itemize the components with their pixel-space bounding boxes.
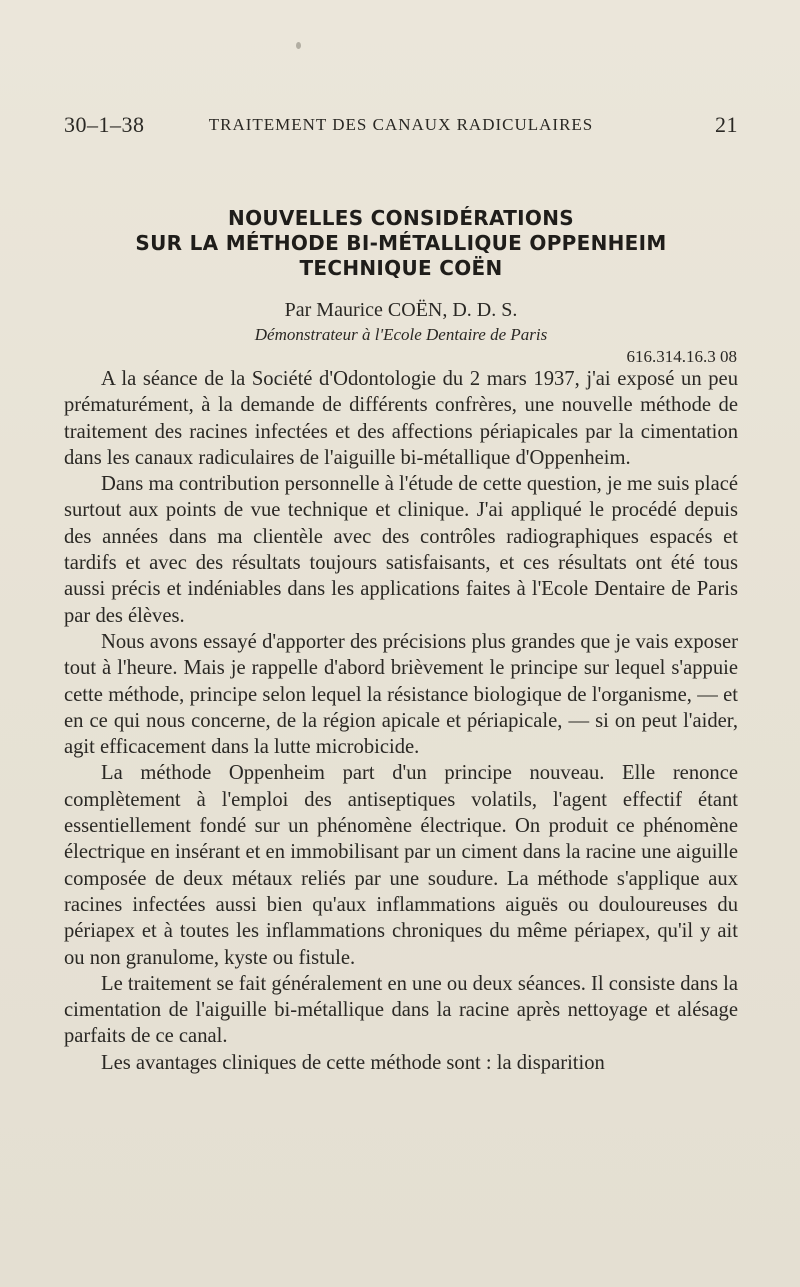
article-body [64, 366, 738, 1076]
issue-date: 30–1–38 [64, 112, 145, 137]
paragraph-2: Dans ma contribution personnelle à l'étude de cette question, je me suis placé surtout aux points de vue technique et clinique. J'ai appliqué le procédé depuis des années dans ma clientèle avec des contrôles radiographiques espacés et tardifs et avec des résultats toujours satisfaisants, et ces résultats ont été tous aussi précis et indéniables dans les applications faites à l'Ecole Dentaire de Paris par des élèves. [64, 473, 738, 627]
article-heading [64, 206, 738, 281]
running-head [64, 112, 738, 136]
classification-number: 616.314.16.3 08 [626, 347, 737, 366]
author-affiliation: Démonstrateur à l'Ecole Dentaire de Paris [254, 325, 548, 344]
heading-line-3: TECHNIQUE COËN [299, 256, 503, 280]
paragraph-6: Les avantages cliniques de cette méthode sont : la disparition [101, 1051, 605, 1074]
page-number: 21 [715, 112, 738, 137]
ink-mark [296, 42, 301, 49]
running-title: TRAITEMENT DES CANAUX RADICULAIRES [208, 115, 594, 134]
paragraph-3: Nous avons essayé d'apporter des précisions plus grandes que je vais exposer tout à l'heure. Mais je rappelle d'abord brièvement le principe sur lequel s'appuie cette méthode, principe selon lequel la résistance biologique de l'organisme, — et en ce qui nous concerne, de la région apicale et périapicale, — si on peut l'aider, agit efficacement dans la lutte microbicide. [64, 630, 738, 759]
author-byline: Par Maurice COËN, D. D. S. [284, 299, 518, 321]
heading-line-1: NOUVELLES CONSIDÉRATIONS [228, 206, 574, 230]
heading-line-2: SUR LA MÉTHODE BI-MÉTALLIQUE OPPENHEIM [135, 231, 667, 255]
paragraph-4: La méthode Oppenheim part d'un principe nouveau. Elle renonce complètement à l'emploi des antiseptiques volatils, l'agent effectif étant essentiellement fondé sur un phénomène électrique. On produit ce phénomène électrique en insérant et en immobilisant par un ciment dans la racine une aiguille composée de deux métaux reliés par une soudure. La méthode s'applique aux racines infectées aussi bien qu'aux inflammations aiguës ou douloureuses du périapex et à toutes les inflammations chroniques du même périapex, qu'il y ait ou non granulome, kyste ou fistule. [64, 762, 738, 969]
paragraph-5: Le traitement se fait généralement en une ou deux séances. Il consiste dans la cimentation de l'aiguille bi-métallique dans la racine après nettoyage et alésage parfaits de ce canal. [64, 972, 739, 1048]
paragraph-1: A la séance de la Société d'Odontologie du 2 mars 1937, j'ai exposé un peu prématurément, à la demande de différents confrères, une nouvelle méthode de traitement des racines infectées et des affections périapicales par la cimentation dans les canaux radiculaires de l'aiguille bi-métallique d'Oppenheim. [64, 368, 738, 469]
